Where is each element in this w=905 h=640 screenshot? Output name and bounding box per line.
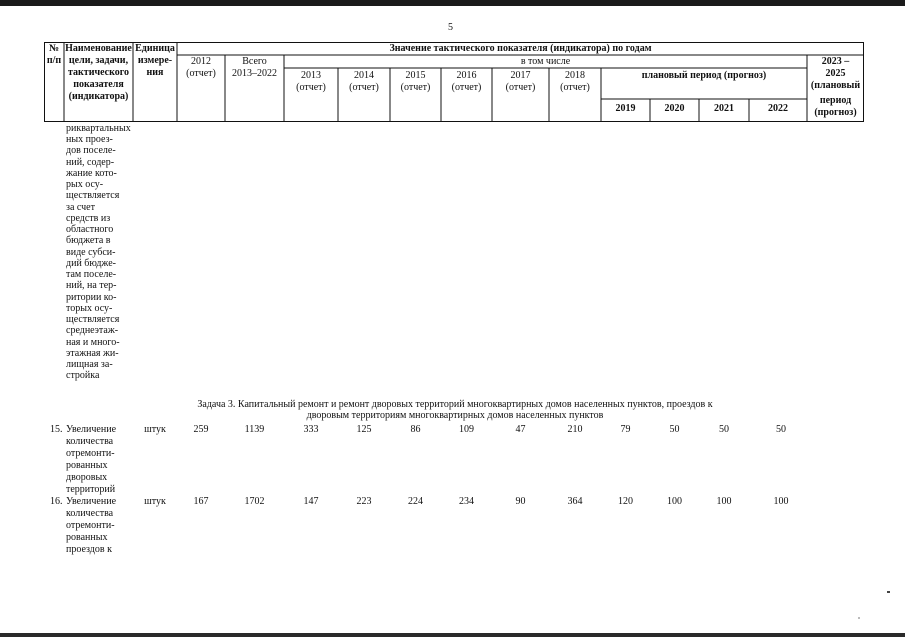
row-value: 223: [356, 496, 372, 507]
row-value: 259: [193, 424, 209, 435]
header-last-line: (прогноз): [814, 107, 857, 118]
header-year-note: (отчет): [560, 82, 590, 93]
row-value: 1702: [244, 496, 265, 507]
row-value: 210: [567, 424, 583, 435]
header-name-line: тактического: [67, 67, 130, 78]
row-value: 47: [515, 424, 526, 435]
task-heading-line1: Задача 3. Капитальный ремонт и ремонт дворовых территорий многоквартирных домов населенных пунктов, проездов к: [197, 399, 713, 410]
header-planned-year: 2019: [615, 103, 636, 114]
scan-speck: [887, 591, 890, 593]
row-value: 147: [303, 496, 319, 507]
header-year: 2016: [456, 70, 477, 81]
continuation-line: ритории ко-: [66, 292, 117, 303]
header-2012-note: (отчет): [186, 68, 216, 79]
table-header: [44, 42, 864, 122]
row-name-line: количества: [66, 436, 114, 447]
row-unit: штук: [144, 496, 166, 507]
header-year: 2014: [354, 70, 374, 81]
row-value: 100: [667, 496, 682, 507]
continuation-line: риквартальных: [66, 123, 131, 134]
row-name-line: рованных: [66, 460, 108, 471]
page-number: 5: [448, 22, 453, 33]
header-planned-year: 2021: [714, 103, 734, 114]
header-name-line: Наименование: [65, 43, 132, 54]
row-number: 16.: [50, 496, 63, 507]
task-heading-line2: дворовым территориям многоквартирных домов населенных пунктов: [306, 410, 604, 421]
header-unit-line: измере-: [137, 55, 173, 66]
continuation-line: виде субси-: [66, 247, 116, 258]
continuation-line: средств из: [66, 213, 111, 224]
row-value: 1139: [244, 424, 265, 435]
header-name-line: цели, задачи,: [68, 55, 129, 66]
continuation-line: стройка: [66, 370, 100, 381]
header-year-note: (отчет): [296, 82, 326, 93]
row-name-line: рованных: [66, 532, 108, 543]
row-name-line: дворовых: [66, 472, 108, 483]
row-value: 364: [567, 496, 583, 507]
continuation-line: ний, содер-: [66, 157, 115, 168]
continuation-line: жание кото-: [66, 168, 117, 179]
row-value: 120: [618, 496, 633, 507]
bottom-border: [0, 633, 905, 637]
header-year: 2018: [565, 70, 585, 81]
row-value: 333: [303, 424, 319, 435]
continuation-line: лищная за-: [66, 359, 113, 370]
scan-speck: [858, 617, 860, 619]
header-year-note: (отчет): [400, 82, 431, 93]
header-planned-year: 2022: [768, 103, 788, 114]
header-last-line: 2023 –: [821, 56, 850, 67]
continuation-line: среднеэтаж-: [66, 325, 119, 336]
row-name-line: отремонти-: [66, 520, 115, 531]
row-value: 50: [669, 424, 680, 435]
continuation-line: ществляется: [66, 190, 120, 201]
header-last-line: период: [819, 95, 852, 106]
row-value: 79: [620, 424, 631, 435]
continuation-line: этажная жи-: [66, 348, 119, 359]
header-planned-year: 2020: [664, 103, 685, 114]
continuation-line: ных проез-: [66, 134, 113, 145]
header-year: 2015: [405, 70, 426, 81]
header-year-note: (отчет): [505, 82, 536, 93]
row-value: 50: [719, 424, 729, 435]
continuation-line: там поселе-: [66, 269, 117, 280]
row-value: 90: [515, 496, 526, 507]
continuation-line: дов поселе-: [66, 145, 116, 156]
row-name-line: количества: [66, 508, 114, 519]
row-value: 224: [408, 496, 423, 507]
header-span-title: Значение тактического показателя (индикатора) по годам: [389, 43, 652, 54]
task-heading: [150, 399, 760, 421]
row-name-line: проездов к: [66, 544, 112, 555]
continuation-line: ная и много-: [66, 337, 120, 348]
row-value: 86: [410, 424, 421, 435]
row-name-line: территорий: [66, 484, 116, 495]
header-year-note: (отчет): [349, 82, 379, 93]
row-unit: штук: [144, 424, 166, 435]
continuation-line: ществляется: [66, 314, 120, 325]
header-planned-period: плановый период (прогноз): [641, 70, 767, 81]
row-value: 109: [459, 424, 474, 435]
header-last-line: (плановый: [810, 80, 861, 91]
continuation-line: за счет: [66, 202, 95, 213]
continuation-line: дий бюдже-: [66, 258, 116, 269]
row-name-line: Увеличение: [66, 424, 117, 435]
header-2012: 2012: [191, 56, 211, 67]
continuation-line: торых осу-: [66, 303, 113, 314]
header-name-line: показателя: [73, 79, 124, 90]
header-last-line: 2025: [825, 68, 846, 79]
row-value: 125: [356, 424, 372, 435]
header-total-range: 2013–2022: [232, 68, 277, 79]
continuation-line: областного: [66, 224, 114, 235]
row-value: 167: [193, 496, 209, 507]
header-num-line1: №: [48, 43, 60, 54]
row-number: 15.: [50, 424, 63, 435]
header-total: Всего: [242, 56, 267, 67]
row-name-line: отремонти-: [66, 448, 115, 459]
header-num-line2: п/п: [46, 55, 62, 66]
header-year: 2013: [301, 70, 321, 81]
header-name-line: (индикатора): [68, 91, 129, 102]
header-including: в том числе: [520, 56, 571, 67]
header-year-note: (отчет): [451, 82, 482, 93]
header-unit-line: ния: [146, 67, 164, 78]
header-year: 2017: [510, 70, 531, 81]
row-value: 100: [773, 496, 789, 507]
row-value: 234: [459, 496, 474, 507]
row-name-line: Увеличение: [66, 496, 117, 507]
continuation-line: бюджета в: [66, 235, 111, 246]
row-value: 100: [716, 496, 732, 507]
header-unit-line: Единица: [135, 43, 175, 54]
row-value: 50: [776, 424, 786, 435]
continuation-line: ний, на тер-: [66, 280, 117, 291]
top-border: [0, 0, 905, 6]
continuation-line: рых осу-: [66, 179, 104, 190]
